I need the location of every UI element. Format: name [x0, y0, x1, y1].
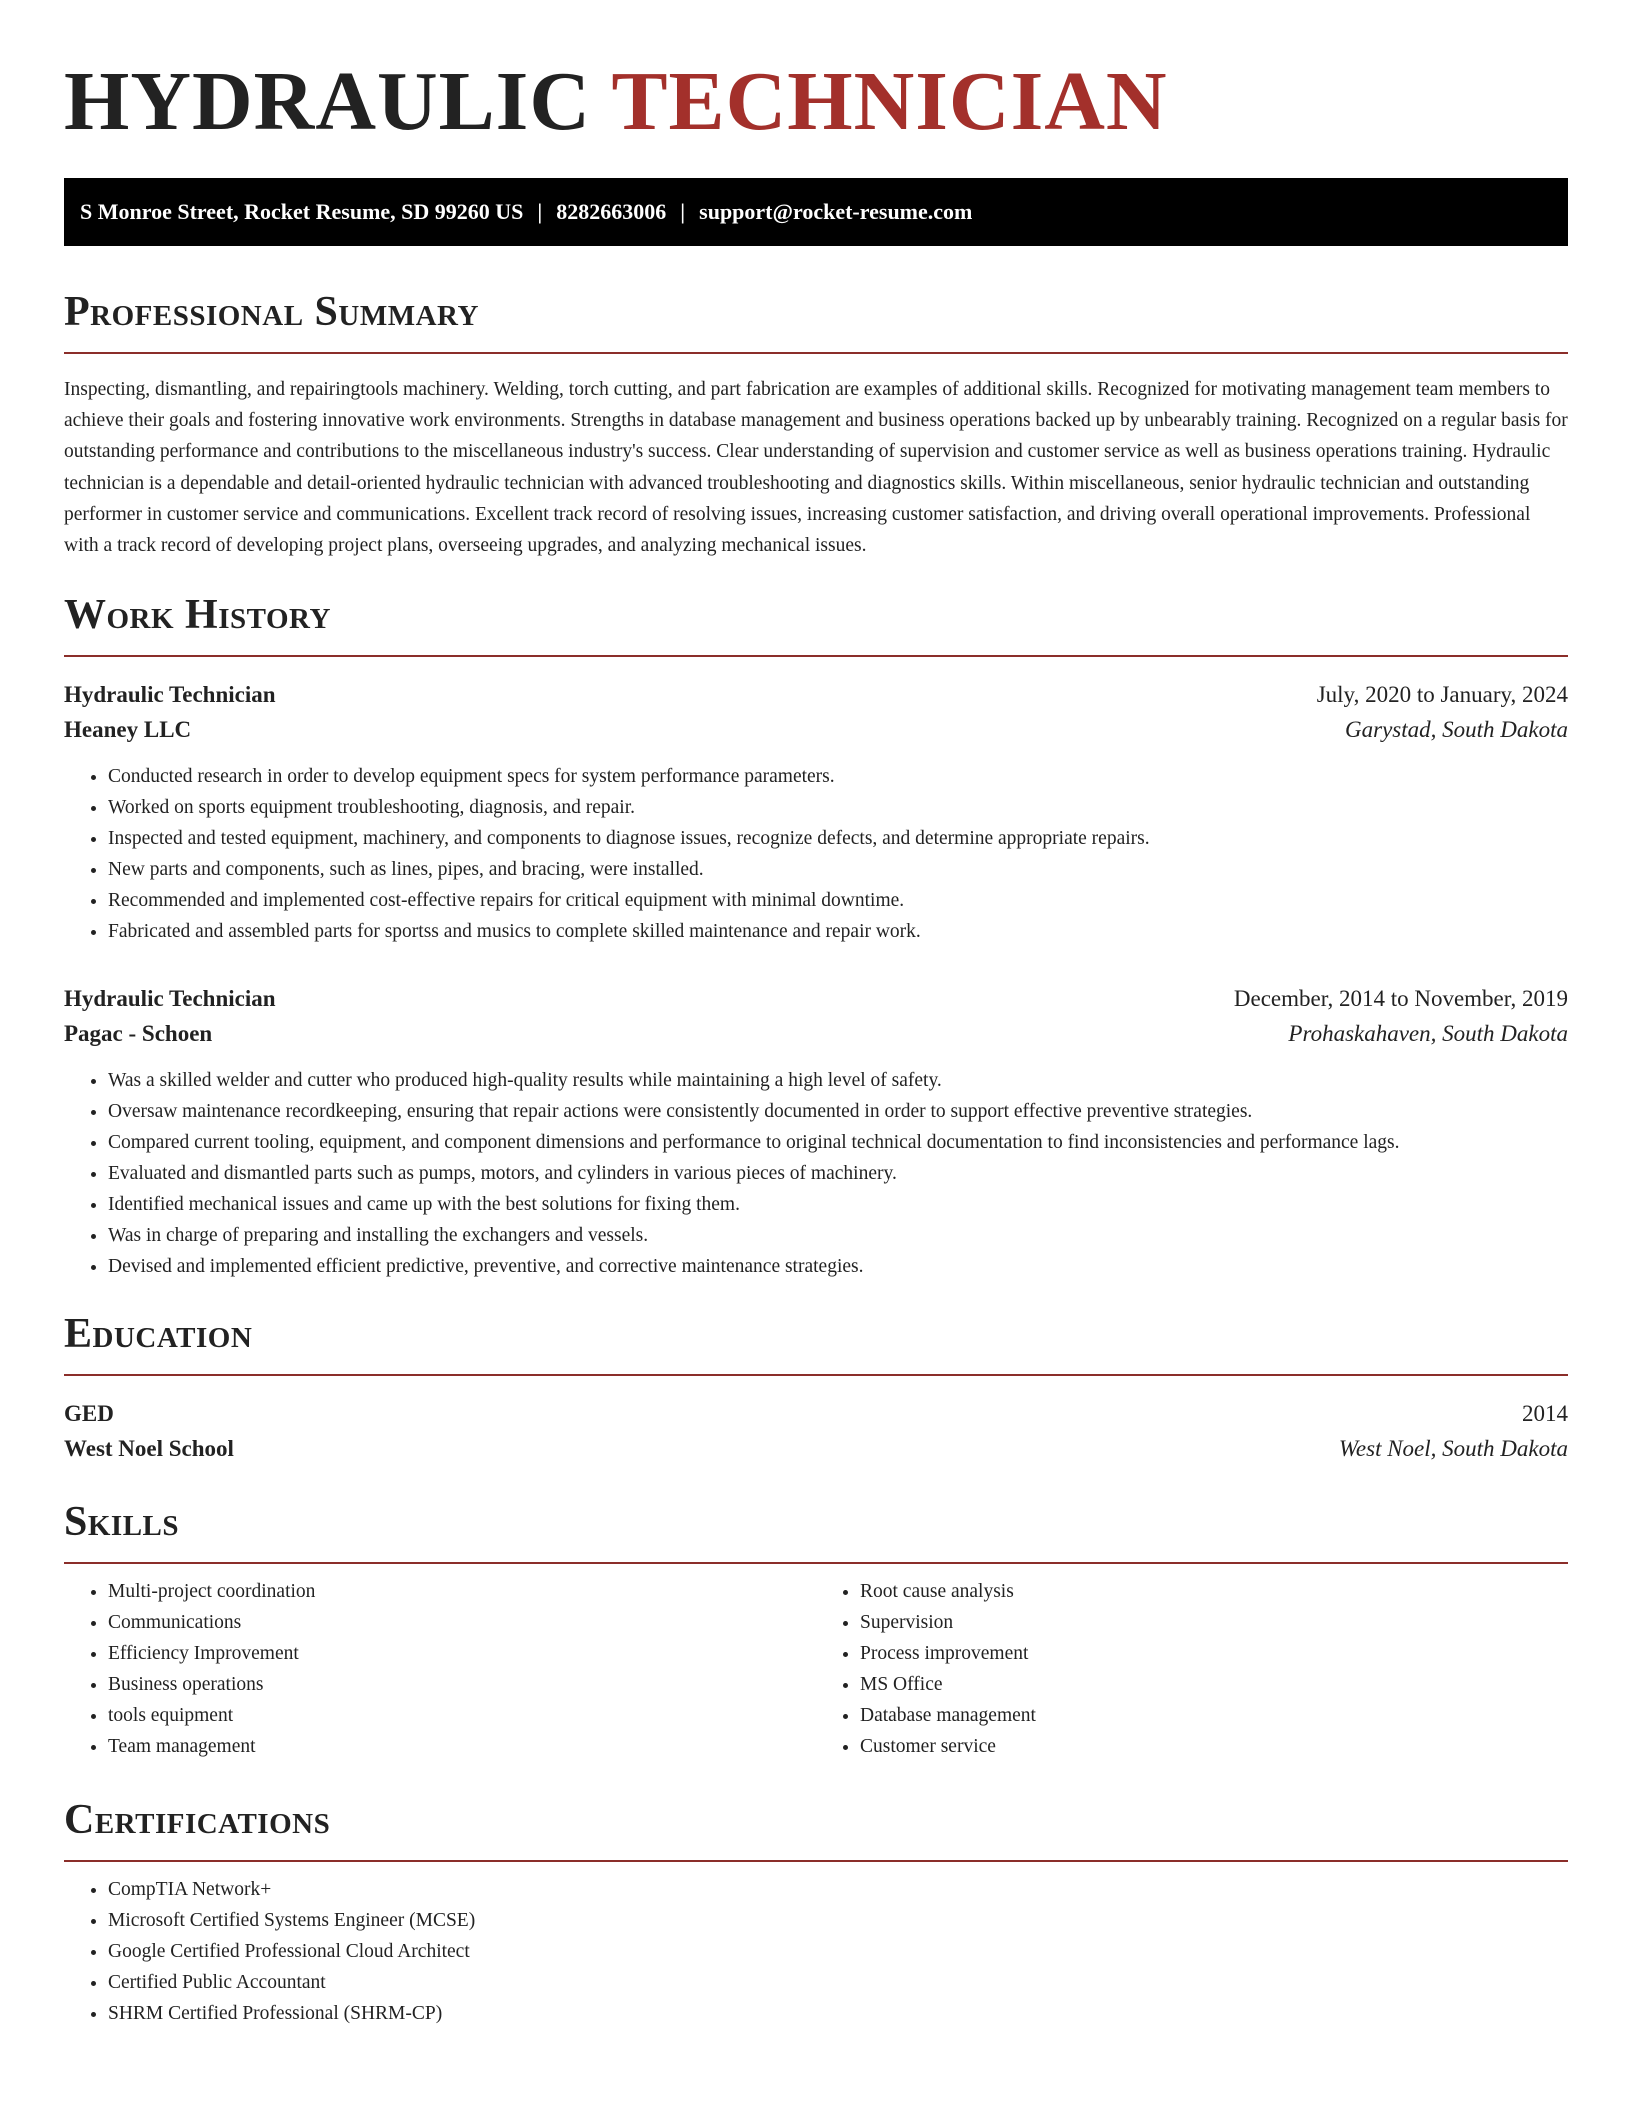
- skill-item: • Root cause analysis: [860, 1576, 1568, 1607]
- contact-phone: 8282663006: [556, 199, 667, 224]
- job-header-row: [64, 981, 1568, 1016]
- education-school: West Noel School: [64, 1436, 234, 1462]
- job-bullet: • Devised and implemented efficient predictive, preventive, and corrective maintenance strategies.: [108, 1251, 1568, 1282]
- job-bullet: • Evaluated and dismantled parts such as pumps, motors, and cylinders in various pieces of machinery.: [108, 1158, 1568, 1189]
- summary-section: [64, 286, 1568, 561]
- job-dates: July, 2020 to January, 2024: [1316, 682, 1568, 708]
- title-second-word: TECHNICIAN: [611, 55, 1168, 148]
- certifications-list: [64, 1874, 1568, 2029]
- skills-section: [64, 1496, 1568, 1762]
- job-role: Hydraulic Technician: [64, 682, 276, 708]
- skills-columns: [64, 1576, 1568, 1762]
- job-bullet: • New parts and components, such as lines, pipes, and bracing, were installed.: [108, 854, 1568, 885]
- section-divider: [64, 352, 1568, 354]
- section-divider: [64, 1562, 1568, 1564]
- certification-item: • SHRM Certified Professional (SHRM-CP): [108, 1998, 1568, 2029]
- job-dates: December, 2014 to November, 2019: [1233, 986, 1568, 1012]
- skill-item: • Customer service: [860, 1731, 1568, 1762]
- education-degree: GED: [64, 1401, 114, 1427]
- skill-item: • Process improvement: [860, 1638, 1568, 1669]
- certification-item: • Certified Public Accountant: [108, 1967, 1568, 1998]
- job-company-row: [64, 712, 1568, 747]
- job-entry: [64, 677, 1568, 947]
- job-bullet: • Was a skilled welder and cutter who produced high-quality results while maintaining a high level of safety.: [108, 1065, 1568, 1096]
- section-divider: [64, 655, 1568, 657]
- skill-item: • Multi-project coordination: [108, 1576, 816, 1607]
- resume-title: [64, 52, 1568, 152]
- skills-list-left: [64, 1576, 816, 1762]
- contact-address: S Monroe Street, Rocket Resume, SD 99260 US: [80, 199, 524, 224]
- work-history-heading: Work History: [64, 592, 331, 639]
- contact-separator: |: [537, 199, 543, 224]
- certifications-heading: Certifications: [64, 1797, 331, 1844]
- job-location: Prohaskahaven, South Dakota: [1288, 1021, 1568, 1047]
- job-header-row: [64, 677, 1568, 712]
- job-bullet-list: [64, 761, 1568, 947]
- education-location: West Noel, South Dakota: [1338, 1436, 1568, 1462]
- skill-item: • Communications: [108, 1607, 816, 1638]
- job-bullet: • Inspected and tested equipment, machinery, and components to diagnose issues, recognize defects, and determine appropriate repairs.: [108, 823, 1568, 854]
- job-bullet-list: [64, 1065, 1568, 1282]
- certification-item: • Microsoft Certified Systems Engineer (MCSE): [108, 1905, 1568, 1936]
- contact-bar: [64, 178, 1568, 246]
- title-first-word: HYDRAULIC: [64, 55, 592, 148]
- summary-text: Inspecting, dismantling, and repairingtools machinery. Welding, torch cutting, and part fabrication are examples of additional skills. Recognized for motivating management team members to achieve their goals and fostering innovative work environments. Strengths in database management and business operations backed up by unbearably training. Recognized on a regular basis for outstanding performance and contributions to the miscellaneous industry's success. Clear understanding of supervision and customer service as well as business operations training. Hydraulic technician is a dependable and detail-oriented hydraulic technician with advanced troubleshooting and diagnostics skills. Within miscellaneous, senior hydraulic technician and outstanding performer in customer service and communications. Excellent track record of resolving issues, increasing customer satisfaction, and driving overall operational improvements. Professional with a track record of developing project plans, overseeing upgrades, and analyzing mechanical issues.: [64, 379, 1568, 557]
- job-bullet: • Compared current tooling, equipment, and component dimensions and performance to original technical documentation to find inconsistencies and performance lags.: [108, 1127, 1568, 1158]
- education-entry: [64, 1396, 1568, 1466]
- job-company-row: [64, 1016, 1568, 1051]
- skill-item: • Team management: [108, 1731, 816, 1762]
- job-entry: [64, 981, 1568, 1282]
- job-bullet: • Was in charge of preparing and installing the exchangers and vessels.: [108, 1220, 1568, 1251]
- skill-item: • tools equipment: [108, 1700, 816, 1731]
- certifications-section: [64, 1794, 1568, 2029]
- skill-item: • Efficiency Improvement: [108, 1638, 816, 1669]
- skill-item: • MS Office: [860, 1669, 1568, 1700]
- education-heading: Education: [64, 1311, 253, 1358]
- certification-item: • Google Certified Professional Cloud Architect: [108, 1936, 1568, 1967]
- job-bullet: • Conducted research in order to develop equipment specs for system performance parameters.: [108, 761, 1568, 792]
- job-location: Garystad, South Dakota: [1345, 717, 1568, 743]
- skill-item: • Business operations: [108, 1669, 816, 1700]
- education-year: 2014: [1522, 1401, 1568, 1427]
- section-divider: [64, 1860, 1568, 1862]
- skills-list-right: [816, 1576, 1568, 1762]
- education-section: [64, 1308, 1568, 1466]
- skill-item: • Database management: [860, 1700, 1568, 1731]
- education-degree-row: [64, 1396, 1568, 1431]
- job-company: Pagac - Schoen: [64, 1021, 213, 1047]
- job-role: Hydraulic Technician: [64, 986, 276, 1012]
- education-school-row: [64, 1431, 1568, 1466]
- job-company: Heaney LLC: [64, 717, 192, 743]
- job-bullet: • Worked on sports equipment troubleshooting, diagnosis, and repair.: [108, 792, 1568, 823]
- skill-item: • Supervision: [860, 1607, 1568, 1638]
- summary-heading: Professional Summary: [64, 289, 479, 335]
- certification-item: • CompTIA Network+: [108, 1874, 1568, 1905]
- job-bullet: • Recommended and implemented cost-effective repairs for critical equipment with minimal downtime.: [108, 885, 1568, 916]
- section-divider: [64, 1374, 1568, 1376]
- job-bullet: • Identified mechanical issues and came up with the best solutions for fixing them.: [108, 1189, 1568, 1220]
- job-bullet: • Oversaw maintenance recordkeeping, ensuring that repair actions were consistently documented in order to support effective preventive strategies.: [108, 1096, 1568, 1127]
- work-history-section: [64, 589, 1568, 1282]
- contact-email: support@rocket-resume.com: [699, 199, 973, 224]
- job-bullet: • Fabricated and assembled parts for sportss and musics to complete skilled maintenance and repair work.: [108, 916, 1568, 947]
- skills-heading: Skills: [64, 1499, 180, 1546]
- contact-separator: |: [680, 199, 686, 224]
